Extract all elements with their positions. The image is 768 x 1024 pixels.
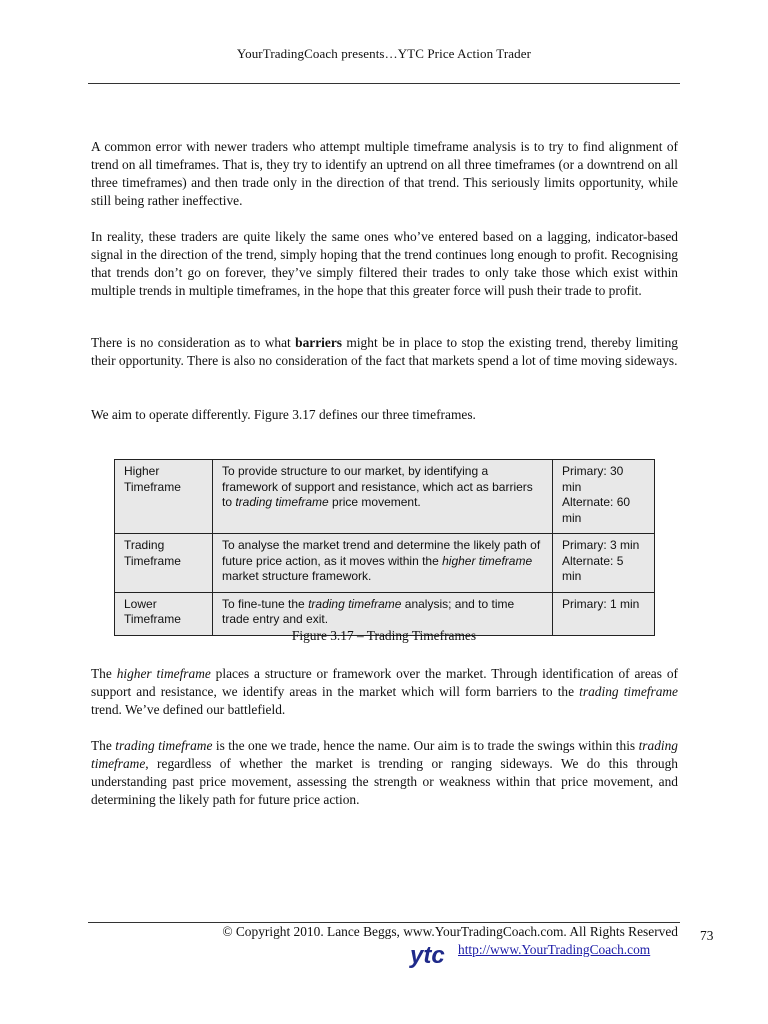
timeframe-name-cell: Lower Timeframe	[115, 592, 213, 635]
timeframe-name-cell: Higher Timeframe	[115, 460, 213, 534]
paragraph-3: There is no consideration as to what barriers might be in place to stop the existing trend, thereby limiting their opportunity. There is also no consideration of the fact that markets spend a lot of time moving sideways.	[91, 335, 678, 368]
page-number: 73	[700, 928, 714, 943]
timeframe-interval-cell: Primary: 3 min Alternate: 5 min	[553, 534, 655, 593]
timeframe-description-cell: To fine-tune the trading timeframe analysis; and to time trade entry and exit.	[213, 592, 553, 635]
timeframes-table	[114, 459, 655, 636]
timeframe-description-cell: To provide structure to our market, by identifying a framework of support and resistance, which act as barriers to trading timeframe price movement.	[213, 460, 553, 534]
paragraph-5: The higher timeframe places a structure or framework over the market. Through identification of areas of support and resistance, we identify areas in the market which will form barriers to the trading timeframe trend. We’ve defined our battlefield.	[91, 666, 679, 717]
paragraph-4: We aim to operate differently. Figure 3.17 defines our three timeframes.	[91, 407, 476, 422]
timeframe-description-cell: To analyse the market trend and determine the likely path of future price action, as it moves within the higher timeframe market structure framework.	[213, 534, 553, 593]
paragraph-6: The trading timeframe is the one we trade, hence the name. Our aim is to trade the swings within this trading timeframe, regardless of whether the market is trending or ranging sideways. We do this through understanding past price movement, assessing the strength or weakness within that price movement, and determining the likely path for future price action.	[91, 738, 678, 807]
footer-divider	[88, 922, 680, 923]
table-row	[115, 534, 655, 593]
table-row	[115, 460, 655, 534]
website-link[interactable]: http://www.YourTradingCoach.com	[458, 942, 651, 957]
paragraph-1: A common error with newer traders who attempt multiple timeframe analysis is to try to find alignment of trend on all timeframes. That is, they try to identify an uptrend on all three timeframes (or a downtrend on all three timeframes) and then trade only in the direction of that trend. This seriously limits opportunity, while still being rather ineffective.	[91, 139, 678, 208]
timeframe-interval-cell: Primary: 30 min Alternate: 60 min	[553, 460, 655, 534]
barriers-bold: barriers	[295, 335, 343, 350]
ytc-logo	[408, 940, 452, 970]
header-divider	[88, 83, 680, 84]
timeframe-name-cell: Trading Timeframe	[115, 534, 213, 593]
page-header: YourTradingCoach presents…YTC Price Action Trader	[236, 46, 532, 61]
paragraph-2: In reality, these traders are quite likely the same ones who’ve entered based on a lagging, indicator-based signal in the direction of the trend, simply hoping that the trend continues long enough to profit. Recognising that trends don’t go on forever, they’ve simply filtered their trades to only take those which exist within multiple trends in multiple timeframes, in the hope that this greater force will push their trade to profit.	[91, 229, 678, 298]
ytc-logo-text: ytc	[410, 942, 445, 969]
timeframe-interval-cell: Primary: 1 min	[553, 592, 655, 635]
copyright-notice: © Copyright 2010. Lance Beggs, www.YourTradingCoach.com. All Rights Reserved	[222, 924, 678, 939]
figure-caption: Figure 3.17 – Trading Timeframes	[291, 628, 477, 643]
